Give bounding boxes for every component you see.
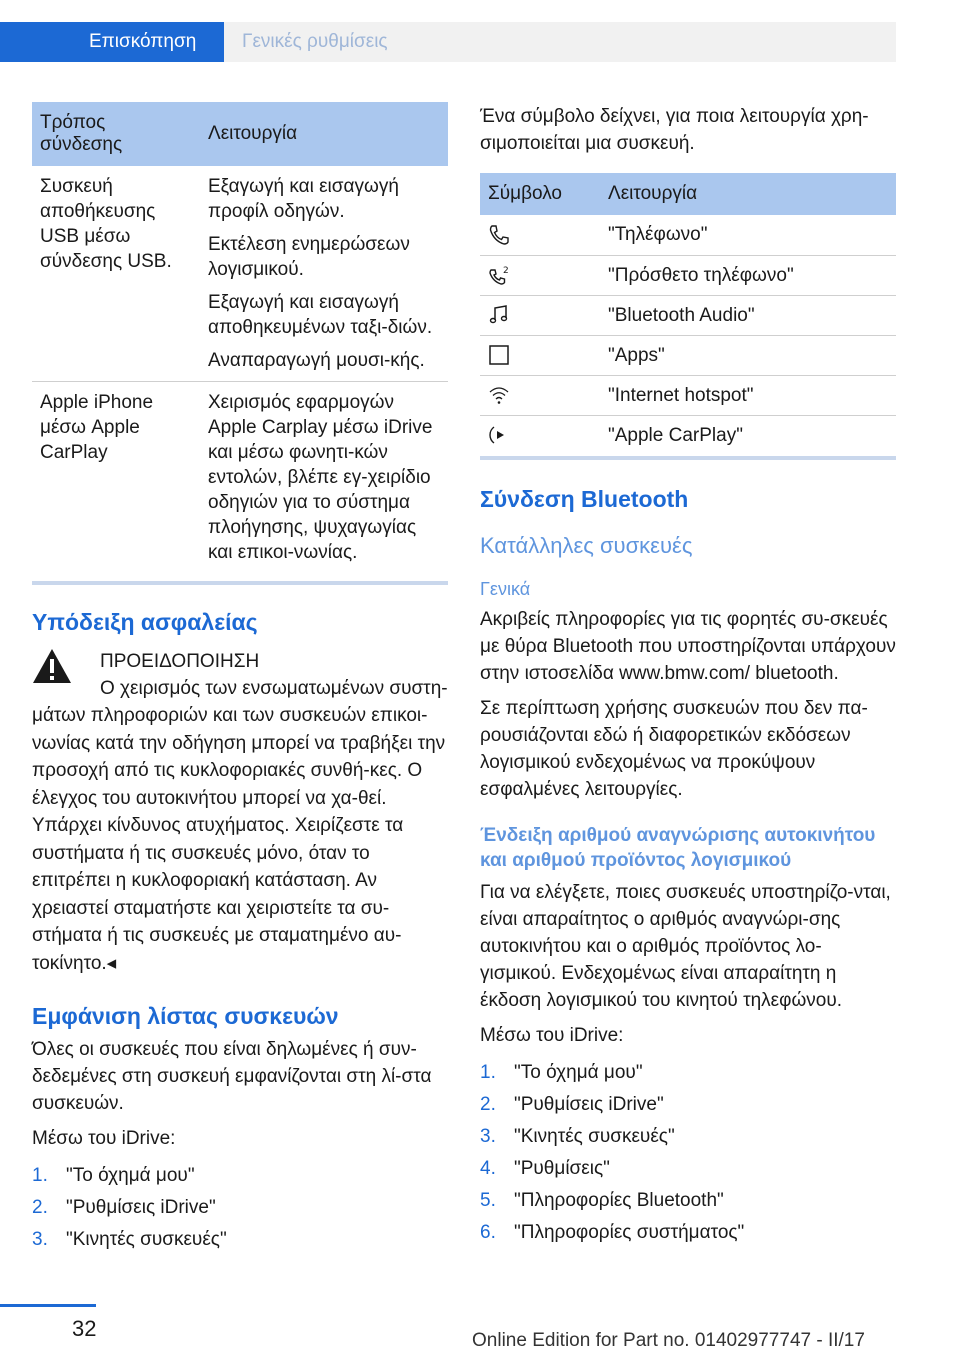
symbol-label: "Apple CarPlay" <box>608 424 743 446</box>
function-item: Εκτέλεση ενημερώσεων λογισμικού. <box>208 234 410 280</box>
table-row <box>32 382 448 574</box>
table-cell-mode: Apple iPhone μέσω Apple CarPlay <box>40 392 154 463</box>
additional-phone-icon <box>488 264 510 286</box>
table-header-function: Λειτουργία <box>200 102 448 166</box>
table-row <box>480 335 896 375</box>
function-item: Εξαγωγή και εισαγωγή αποθηκευμένων ταξι-διών. <box>208 292 433 338</box>
list-item: 4. "Ρυθμίσεις" <box>480 1158 610 1179</box>
tab-general-settings[interactable]: Γενικές ρυθμίσεις <box>224 22 896 62</box>
vin-text: Για να ελέγξετε, ποιες συσκευές υποστηρίζο-νται, είναι απαραίτητος ο αριθμός αναγνώρι-σης αυτοκινήτου και ο αριθμός προϊόντος λο-γισμικού. Ενδεχομένως είναι απαραίτητη η έκδοση λογισμικού του κινητού τηλεφώνου. <box>480 882 891 1011</box>
list-item: 3. "Κινητές συσκευές" <box>32 1229 227 1250</box>
wifi-hotspot-icon <box>488 384 510 406</box>
symbol-label: "Bluetooth Audio" <box>600 295 896 335</box>
function-item: Χειρισμός εφαρμογών Apple Carplay μέσω iDrive και μέσω φωνητι-κών εντολών, βλέπε εγ-χειρίδιο οδηγιών για το σύστημα πλοήγησης, ψυχαγωγίας και επικοι-νωνίας. <box>208 392 433 563</box>
list-item: 6. "Πληροφορίες συστήματος" <box>480 1222 745 1243</box>
table-header-function: Λειτουργία <box>600 173 896 215</box>
warning-triangle-icon <box>32 648 72 684</box>
table-row <box>480 295 896 335</box>
safety-heading: Υπόδειξη ασφαλείας <box>32 609 258 635</box>
device-list-steps <box>32 1160 448 1256</box>
warning-title: ΠΡΟΕΙΔΟΠΟΙΗΣΗ <box>100 651 260 672</box>
symbol-label: "Internet hotspot" <box>600 375 896 415</box>
right-column <box>480 103 896 1249</box>
table-row <box>480 375 896 415</box>
list-item: 2. "Ρυθμίσεις iDrive" <box>32 1197 216 1218</box>
symbol-label: "Πρόσθετο τηλέφωνο" <box>600 255 896 295</box>
bluetooth-info-text: Ακριβείς πληροφορίες για τις φορητές συ-σκευές με θύρα Bluetooth που υποστηρίζονται υπάρχουν στην ιστοσελίδα www.bmw.com/ bluetooth. <box>480 609 896 684</box>
warning-body: μάτων πληροφοριών και των συσκευών επικοι-νωνίας κατά την οδήγηση μπορεί να τραβήξει την προσοχή από τις κυκλοφοριακές συνθή-κες. Ο έλεγχος του αυτοκινήτου μπορεί να χα-θεί. Υπάρχει κίνδυνος ατυχήματος. Χειρίζεστε τα συστήματα ή τις συσκευές μόνο, όταν το επιτρέπει η κυκλοφοριακή κατάσταση. Αν χρειαστεί σταματήστε και χειριστείτε τα συ-στήματα ή τις συσκευές με σταματημένο αυ-τοκίνητο.◂ <box>32 705 446 974</box>
symbol-label: "Apps" <box>600 335 896 375</box>
connection-table <box>32 102 448 573</box>
bluetooth-steps <box>480 1057 896 1249</box>
carplay-icon <box>488 424 510 446</box>
table-header-symbol: Σύμβολο <box>480 173 600 215</box>
device-list-via: Μέσω του iDrive: <box>32 1128 176 1149</box>
footer-rule <box>0 1304 96 1307</box>
table-row <box>32 166 448 382</box>
list-item: 1. "Το όχημά μου" <box>480 1062 643 1083</box>
table-cell-mode: Συσκευή αποθήκευσης USB μέσω σύνδεσης USB. <box>32 166 200 382</box>
left-column <box>32 102 448 1256</box>
symbol-table <box>480 173 896 455</box>
table-cell-functions <box>200 166 448 382</box>
music-note-icon <box>488 304 510 326</box>
page-number: 32 <box>72 1316 97 1341</box>
symbol-intro: Ένα σύμβολο δείχνει, για ποια λειτουργία χρη-σιμοποιείται μια συσκευή. <box>480 106 869 154</box>
table-cell-functions <box>200 382 448 574</box>
list-item: 2. "Ρυθμίσεις iDrive" <box>480 1094 664 1115</box>
warning-block <box>32 648 448 977</box>
general-heading: Γενικά <box>480 579 531 599</box>
phone-icon <box>488 224 510 246</box>
edition-text: Online Edition for Part no. 01402977747 - II/17 <box>472 1330 865 1351</box>
function-item: Εξαγωγή και εισαγωγή προφίλ οδηγών. <box>208 176 399 222</box>
table-row <box>480 415 896 455</box>
list-item: 1. "Το όχημά μου" <box>32 1165 195 1186</box>
function-item: Αναπαραγωγή μουσι-κής. <box>208 350 425 371</box>
list-item: 5. "Πληροφορίες Bluetooth" <box>480 1190 724 1211</box>
bluetooth-heading: Σύνδεση Bluetooth <box>480 486 689 512</box>
device-list-text: Όλες οι συσκευές που είναι δηλωμένες ή συν-δεδεμένες στη συσκευή εμφανίζονται στη λί-στα συσκευών. <box>32 1039 432 1114</box>
svg-text:2: 2 <box>503 266 509 277</box>
warning-lead: Ο χειρισμός των ενσωματωμένων συστη- <box>100 678 448 699</box>
vin-heading: Ένδειξη αριθμού αναγνώρισης αυτοκινήτου και αριθμού προϊόντος λογισμικού <box>480 825 876 871</box>
page-header <box>0 0 960 62</box>
device-list-heading: Εμφάνιση λίστας συσκευών <box>32 1003 339 1029</box>
table-row <box>480 215 896 255</box>
vin-via: Μέσω του iDrive: <box>480 1025 624 1046</box>
tab-overview[interactable]: Επισκόπηση <box>0 22 224 62</box>
table-header-mode: Τρόπος σύνδεσης <box>32 102 200 166</box>
list-item: 3. "Κινητές συσκευές" <box>480 1126 675 1147</box>
suitable-devices-heading: Κατάλληλες συσκευές <box>480 533 693 558</box>
bluetooth-warning-text: Σε περίπτωση χρήσης συσκευών που δεν πα-ρουσιάζονται εδώ ή διαφορετικών εκδόσεων λογισμικού ενδεχομένως να προκύψουν εσφαλμένες λειτουργίες. <box>480 698 868 800</box>
symbol-label: "Τηλέφωνο" <box>600 215 896 255</box>
table-row <box>480 255 896 295</box>
apps-square-icon <box>488 344 510 366</box>
